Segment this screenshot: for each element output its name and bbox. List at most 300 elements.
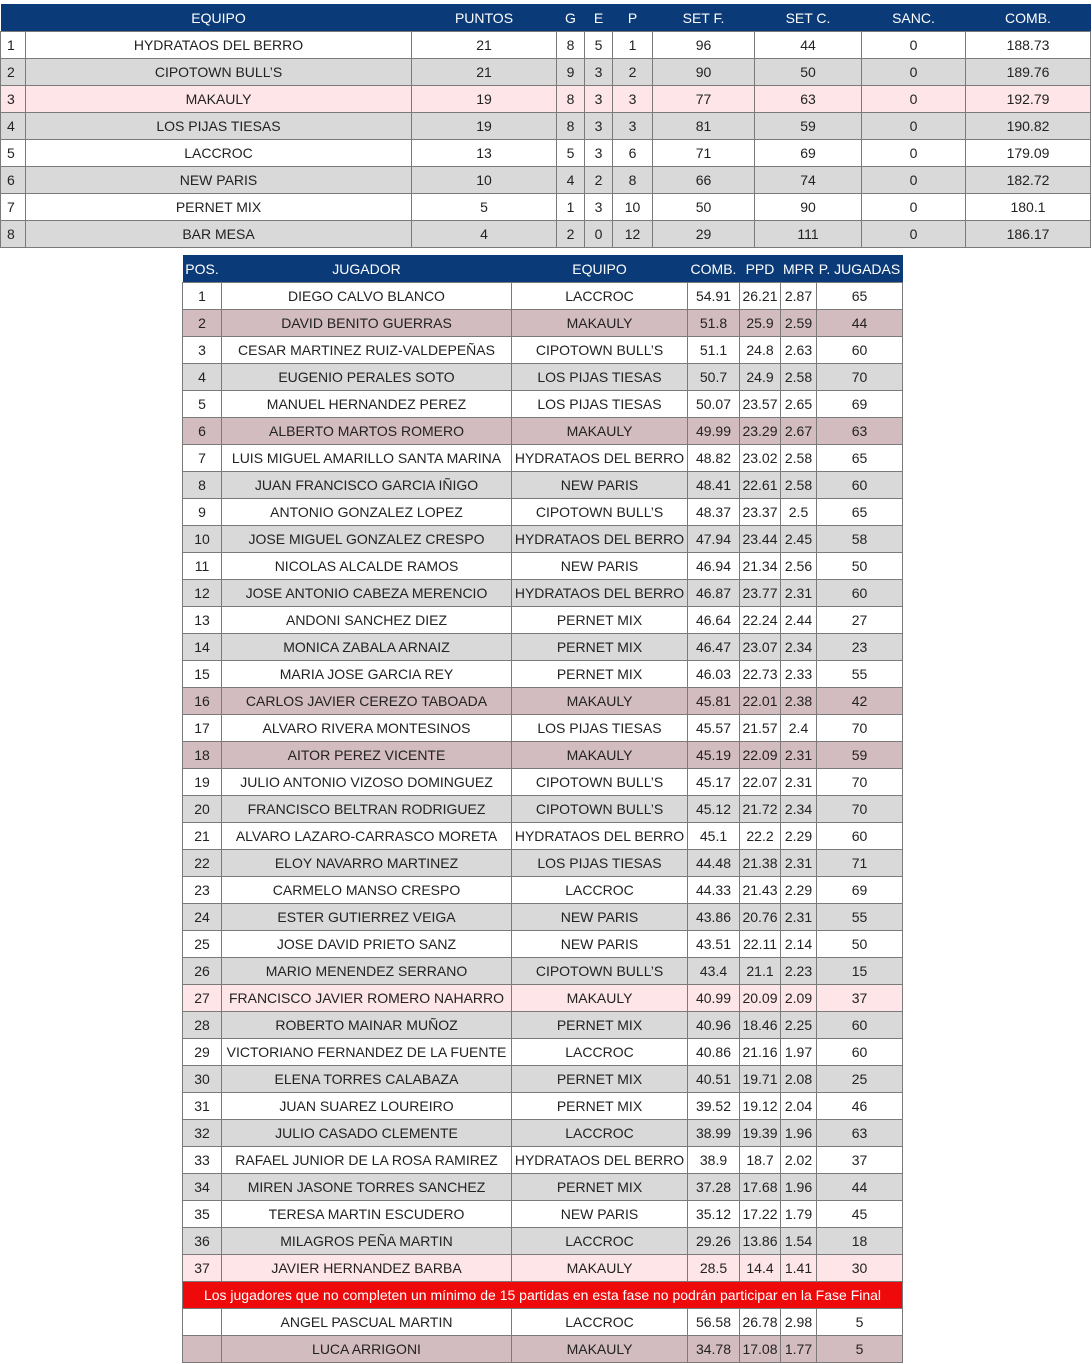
player-games: 69 <box>817 877 903 904</box>
player-ppd: 21.34 <box>740 553 781 580</box>
player-name: JUAN FRANCISCO GARCIA IÑIGO <box>222 472 512 499</box>
player-name: JULIO CASADO CLEMENTE <box>222 1120 512 1147</box>
player-team: CIPOTOWN BULL’S <box>512 499 688 526</box>
player-team: MAKAULY <box>512 1255 688 1282</box>
minimum-games-notice: Los jugadores que no completen un mínimo de 15 partidas en esta fase no podrán participar en la Fase Final <box>183 1282 903 1309</box>
player-comb: 29.26 <box>688 1228 740 1255</box>
player-mpr: 1.97 <box>781 1039 817 1066</box>
player-games: 18 <box>817 1228 903 1255</box>
team-comb: 190.82 <box>966 113 1091 140</box>
player-row <box>183 445 903 472</box>
player-name: DAVID BENITO GUERRAS <box>222 310 512 337</box>
standings-row <box>1 194 1091 221</box>
player-mpr: 2.56 <box>781 553 817 580</box>
team-comb: 192.79 <box>966 86 1091 113</box>
player-games: 60 <box>817 580 903 607</box>
player-mpr: 2.33 <box>781 661 817 688</box>
team-lost: 12 <box>613 221 653 248</box>
team-won: 9 <box>557 59 585 86</box>
player-pos <box>183 1336 222 1363</box>
player-ppd: 22.07 <box>740 769 781 796</box>
player-name: ALVARO LAZARO-CARRASCO MORETA <box>222 823 512 850</box>
player-ppd: 21.1 <box>740 958 781 985</box>
player-name: NICOLAS ALCALDE RAMOS <box>222 553 512 580</box>
player-games: 65 <box>817 283 903 310</box>
players-header-team: EQUIPO <box>512 255 688 283</box>
player-team: CIPOTOWN BULL’S <box>512 337 688 364</box>
player-mpr: 2.08 <box>781 1066 817 1093</box>
player-ppd: 26.21 <box>740 283 781 310</box>
player-ppd: 21.38 <box>740 850 781 877</box>
team-drawn: 3 <box>585 113 613 140</box>
player-row <box>183 1174 903 1201</box>
team-points: 13 <box>412 140 557 167</box>
player-team: LACCROC <box>512 877 688 904</box>
player-row <box>183 1147 903 1174</box>
player-ppd: 19.12 <box>740 1093 781 1120</box>
player-pos: 7 <box>183 445 222 472</box>
player-name: JOSE ANTONIO CABEZA MERENCIO <box>222 580 512 607</box>
player-row <box>183 742 903 769</box>
player-games: 25 <box>817 1066 903 1093</box>
player-mpr: 1.77 <box>781 1336 817 1363</box>
player-row <box>183 715 903 742</box>
player-comb: 46.03 <box>688 661 740 688</box>
player-pos: 27 <box>183 985 222 1012</box>
player-pos: 6 <box>183 418 222 445</box>
player-pos: 4 <box>183 364 222 391</box>
player-comb: 50.7 <box>688 364 740 391</box>
player-mpr: 2.59 <box>781 310 817 337</box>
player-pos: 22 <box>183 850 222 877</box>
player-row <box>183 634 903 661</box>
player-pos: 3 <box>183 337 222 364</box>
team-name: HYDRATAOS DEL BERRO <box>26 32 412 59</box>
player-row <box>183 877 903 904</box>
player-mpr: 2.34 <box>781 634 817 661</box>
player-ppd: 17.22 <box>740 1201 781 1228</box>
team-won: 1 <box>557 194 585 221</box>
player-comb: 35.12 <box>688 1201 740 1228</box>
player-comb: 40.86 <box>688 1039 740 1066</box>
team-comb: 180.1 <box>966 194 1091 221</box>
player-mpr: 1.79 <box>781 1201 817 1228</box>
player-ppd: 24.8 <box>740 337 781 364</box>
player-ppd: 14.4 <box>740 1255 781 1282</box>
team-sanctions: 0 <box>862 140 966 167</box>
player-games: 44 <box>817 1174 903 1201</box>
team-lost: 10 <box>613 194 653 221</box>
player-pos: 18 <box>183 742 222 769</box>
team-won: 8 <box>557 32 585 59</box>
team-points: 19 <box>412 86 557 113</box>
team-won: 8 <box>557 86 585 113</box>
player-pos: 26 <box>183 958 222 985</box>
player-team: MAKAULY <box>512 742 688 769</box>
player-row <box>183 499 903 526</box>
player-row <box>183 823 903 850</box>
player-pos: 28 <box>183 1012 222 1039</box>
player-games: 70 <box>817 715 903 742</box>
player-ppd: 25.9 <box>740 310 781 337</box>
player-row <box>183 1120 903 1147</box>
team-drawn: 5 <box>585 32 613 59</box>
team-sanctions: 0 <box>862 86 966 113</box>
standings-header-row <box>1 4 1091 32</box>
standings-header-comb: COMB. <box>966 4 1091 32</box>
team-sanctions: 0 <box>862 194 966 221</box>
player-pos: 12 <box>183 580 222 607</box>
player-pos: 32 <box>183 1120 222 1147</box>
player-row <box>183 661 903 688</box>
standings-header-sanctions: SANC. <box>862 4 966 32</box>
player-ppd: 20.09 <box>740 985 781 1012</box>
team-lost: 8 <box>613 167 653 194</box>
team-sets-for: 29 <box>653 221 755 248</box>
team-drawn: 2 <box>585 167 613 194</box>
team-lost: 6 <box>613 140 653 167</box>
player-name: ALVARO RIVERA MONTESINOS <box>222 715 512 742</box>
player-mpr: 2.25 <box>781 1012 817 1039</box>
player-ppd: 21.43 <box>740 877 781 904</box>
player-name: JAVIER HERNANDEZ BARBA <box>222 1255 512 1282</box>
player-team: NEW PARIS <box>512 472 688 499</box>
player-team: CIPOTOWN BULL’S <box>512 769 688 796</box>
standings-row <box>1 140 1091 167</box>
player-comb: 43.4 <box>688 958 740 985</box>
team-sets-against: 50 <box>755 59 862 86</box>
player-team: LACCROC <box>512 1039 688 1066</box>
player-ppd: 22.09 <box>740 742 781 769</box>
player-games: 63 <box>817 418 903 445</box>
team-sets-for: 96 <box>653 32 755 59</box>
player-name: MARIO MENENDEZ SERRANO <box>222 958 512 985</box>
team-comb: 189.76 <box>966 59 1091 86</box>
player-team: MAKAULY <box>512 688 688 715</box>
player-name: LUCA ARRIGONI <box>222 1336 512 1363</box>
player-games: 60 <box>817 823 903 850</box>
player-ppd: 24.9 <box>740 364 781 391</box>
team-sets-for: 81 <box>653 113 755 140</box>
minimum-games-notice-row <box>183 1282 903 1309</box>
player-games: 42 <box>817 688 903 715</box>
player-games: 60 <box>817 1039 903 1066</box>
player-team: PERNET MIX <box>512 1066 688 1093</box>
player-name: ELENA TORRES CALABAZA <box>222 1066 512 1093</box>
standings-header-lost: P <box>613 4 653 32</box>
player-name: JOSE MIGUEL GONZALEZ CRESPO <box>222 526 512 553</box>
team-pos: 1 <box>1 32 26 59</box>
players-header-games: P. JUGADAS <box>817 255 903 283</box>
player-pos: 21 <box>183 823 222 850</box>
player-ppd: 23.07 <box>740 634 781 661</box>
player-team: NEW PARIS <box>512 553 688 580</box>
player-team: PERNET MIX <box>512 1012 688 1039</box>
player-pos: 1 <box>183 283 222 310</box>
team-sanctions: 0 <box>862 32 966 59</box>
player-name: ANGEL PASCUAL MARTIN <box>222 1309 512 1336</box>
player-row <box>183 931 903 958</box>
team-name: MAKAULY <box>26 86 412 113</box>
player-pos: 10 <box>183 526 222 553</box>
player-mpr: 1.96 <box>781 1174 817 1201</box>
team-drawn: 0 <box>585 221 613 248</box>
player-row <box>183 472 903 499</box>
player-mpr: 2.31 <box>781 742 817 769</box>
player-row <box>183 1039 903 1066</box>
team-pos: 6 <box>1 167 26 194</box>
player-mpr: 2.31 <box>781 769 817 796</box>
player-pos: 15 <box>183 661 222 688</box>
player-pos: 34 <box>183 1174 222 1201</box>
player-row <box>183 796 903 823</box>
player-team: LACCROC <box>512 1120 688 1147</box>
team-comb: 186.17 <box>966 221 1091 248</box>
standings-header-drawn: E <box>585 4 613 32</box>
player-row <box>183 850 903 877</box>
player-ppd: 23.77 <box>740 580 781 607</box>
player-name: ANTONIO GONZALEZ LOPEZ <box>222 499 512 526</box>
player-mpr: 2.38 <box>781 688 817 715</box>
player-ppd: 23.44 <box>740 526 781 553</box>
players-header-row <box>183 255 903 283</box>
player-ppd: 13.86 <box>740 1228 781 1255</box>
player-team: NEW PARIS <box>512 931 688 958</box>
player-games: 70 <box>817 796 903 823</box>
player-comb: 47.94 <box>688 526 740 553</box>
player-pos: 33 <box>183 1147 222 1174</box>
player-team: LOS PIJAS TIESAS <box>512 391 688 418</box>
team-points: 21 <box>412 59 557 86</box>
player-pos: 19 <box>183 769 222 796</box>
player-games: 15 <box>817 958 903 985</box>
team-sets-against: 111 <box>755 221 862 248</box>
player-games: 55 <box>817 904 903 931</box>
player-name: FRANCISCO JAVIER ROMERO NAHARRO <box>222 985 512 1012</box>
player-row <box>183 364 903 391</box>
player-name: ROBERTO MAINAR MUÑOZ <box>222 1012 512 1039</box>
player-comb: 38.99 <box>688 1120 740 1147</box>
team-sets-against: 44 <box>755 32 862 59</box>
team-drawn: 3 <box>585 86 613 113</box>
player-pos: 25 <box>183 931 222 958</box>
player-ppd: 23.57 <box>740 391 781 418</box>
player-pos: 31 <box>183 1093 222 1120</box>
player-row <box>183 310 903 337</box>
player-name: DIEGO CALVO BLANCO <box>222 283 512 310</box>
player-pos: 11 <box>183 553 222 580</box>
player-mpr: 2.04 <box>781 1093 817 1120</box>
team-drawn: 3 <box>585 140 613 167</box>
team-sets-against: 90 <box>755 194 862 221</box>
player-team: LACCROC <box>512 1228 688 1255</box>
player-ppd: 21.16 <box>740 1039 781 1066</box>
player-name: VICTORIANO FERNANDEZ DE LA FUENTE <box>222 1039 512 1066</box>
team-pos: 8 <box>1 221 26 248</box>
team-pos: 7 <box>1 194 26 221</box>
player-games: 60 <box>817 1012 903 1039</box>
player-games: 59 <box>817 742 903 769</box>
player-ppd: 23.29 <box>740 418 781 445</box>
player-comb: 46.94 <box>688 553 740 580</box>
standings-header-sets-against: SET C. <box>755 4 862 32</box>
player-row <box>183 1255 903 1282</box>
team-won: 4 <box>557 167 585 194</box>
player-mpr: 2.58 <box>781 472 817 499</box>
player-games: 60 <box>817 337 903 364</box>
player-row <box>183 904 903 931</box>
team-sets-for: 90 <box>653 59 755 86</box>
player-games: 63 <box>817 1120 903 1147</box>
player-pos: 30 <box>183 1066 222 1093</box>
player-name: ALBERTO MARTOS ROMERO <box>222 418 512 445</box>
team-comb: 188.73 <box>966 32 1091 59</box>
team-points: 10 <box>412 167 557 194</box>
player-ppd: 18.7 <box>740 1147 781 1174</box>
player-games: 37 <box>817 985 903 1012</box>
player-mpr: 2.44 <box>781 607 817 634</box>
player-name: JOSE DAVID PRIETO SANZ <box>222 931 512 958</box>
player-row <box>183 1066 903 1093</box>
player-comb: 45.57 <box>688 715 740 742</box>
player-games: 5 <box>817 1309 903 1336</box>
player-comb: 43.51 <box>688 931 740 958</box>
team-sets-against: 59 <box>755 113 862 140</box>
player-team: MAKAULY <box>512 1336 688 1363</box>
players-body <box>183 283 903 1363</box>
player-games: 44 <box>817 310 903 337</box>
standings-header-won: G <box>557 4 585 32</box>
player-comb: 46.47 <box>688 634 740 661</box>
player-mpr: 2.58 <box>781 364 817 391</box>
player-mpr: 2.09 <box>781 985 817 1012</box>
player-row <box>183 337 903 364</box>
player-row <box>183 958 903 985</box>
player-comb: 46.87 <box>688 580 740 607</box>
team-lost: 3 <box>613 86 653 113</box>
player-mpr: 1.96 <box>781 1120 817 1147</box>
player-row <box>183 580 903 607</box>
player-name: RAFAEL JUNIOR DE LA ROSA RAMIREZ <box>222 1147 512 1174</box>
player-row <box>183 1201 903 1228</box>
team-drawn: 3 <box>585 194 613 221</box>
player-name: MIREN JASONE TORRES SANCHEZ <box>222 1174 512 1201</box>
players-header-ppd: PPD <box>740 255 781 283</box>
player-pos: 20 <box>183 796 222 823</box>
player-team: NEW PARIS <box>512 904 688 931</box>
player-comb: 54.91 <box>688 283 740 310</box>
player-team: MAKAULY <box>512 418 688 445</box>
player-pos: 2 <box>183 310 222 337</box>
player-pos <box>183 1309 222 1336</box>
player-team: HYDRATAOS DEL BERRO <box>512 823 688 850</box>
team-sets-against: 63 <box>755 86 862 113</box>
player-ppd: 22.73 <box>740 661 781 688</box>
player-name: ANDONI SANCHEZ DIEZ <box>222 607 512 634</box>
player-team: CIPOTOWN BULL’S <box>512 796 688 823</box>
player-team: PERNET MIX <box>512 634 688 661</box>
player-games: 55 <box>817 661 903 688</box>
player-row <box>183 1012 903 1039</box>
player-comb: 48.37 <box>688 499 740 526</box>
player-pos: 24 <box>183 904 222 931</box>
player-mpr: 2.45 <box>781 526 817 553</box>
standings-header-sets-for: SET F. <box>653 4 755 32</box>
player-row <box>183 283 903 310</box>
player-pos: 29 <box>183 1039 222 1066</box>
player-team: PERNET MIX <box>512 661 688 688</box>
player-pos: 9 <box>183 499 222 526</box>
player-row <box>183 1228 903 1255</box>
team-won: 8 <box>557 113 585 140</box>
player-comb: 50.07 <box>688 391 740 418</box>
player-ppd: 22.11 <box>740 931 781 958</box>
player-pos: 8 <box>183 472 222 499</box>
player-team: PERNET MIX <box>512 1093 688 1120</box>
player-games: 23 <box>817 634 903 661</box>
player-pos: 16 <box>183 688 222 715</box>
player-ppd: 18.46 <box>740 1012 781 1039</box>
standings-row <box>1 86 1091 113</box>
player-ppd: 23.02 <box>740 445 781 472</box>
player-comb: 48.82 <box>688 445 740 472</box>
player-pos: 13 <box>183 607 222 634</box>
player-games: 45 <box>817 1201 903 1228</box>
player-games: 27 <box>817 607 903 634</box>
player-ppd: 23.37 <box>740 499 781 526</box>
player-team: LACCROC <box>512 1309 688 1336</box>
player-name: JUAN SUAREZ LOUREIRO <box>222 1093 512 1120</box>
player-team: NEW PARIS <box>512 1201 688 1228</box>
player-pos: 35 <box>183 1201 222 1228</box>
player-ppd: 17.08 <box>740 1336 781 1363</box>
player-mpr: 2.65 <box>781 391 817 418</box>
player-pos: 23 <box>183 877 222 904</box>
player-name: MONICA ZABALA ARNAIZ <box>222 634 512 661</box>
player-comb: 43.86 <box>688 904 740 931</box>
player-comb: 46.64 <box>688 607 740 634</box>
team-sets-against: 74 <box>755 167 862 194</box>
player-comb: 28.5 <box>688 1255 740 1282</box>
standings-header-pos <box>1 4 26 32</box>
player-team: HYDRATAOS DEL BERRO <box>512 1147 688 1174</box>
team-pos: 2 <box>1 59 26 86</box>
players-header-pos: POS. <box>183 255 222 283</box>
team-sets-against: 69 <box>755 140 862 167</box>
players-header-player: JUGADOR <box>222 255 512 283</box>
standings-header-team: EQUIPO <box>26 4 412 32</box>
player-name: TERESA MARTIN ESCUDERO <box>222 1201 512 1228</box>
player-pos: 5 <box>183 391 222 418</box>
players-header-mpr: MPR <box>781 255 817 283</box>
player-mpr: 2.58 <box>781 445 817 472</box>
player-row <box>183 391 903 418</box>
player-team: CIPOTOWN BULL’S <box>512 958 688 985</box>
team-name: CIPOTOWN BULL’S <box>26 59 412 86</box>
player-mpr: 2.4 <box>781 715 817 742</box>
player-row <box>183 607 903 634</box>
player-games: 65 <box>817 499 903 526</box>
player-mpr: 2.5 <box>781 499 817 526</box>
player-games: 65 <box>817 445 903 472</box>
player-mpr: 2.02 <box>781 1147 817 1174</box>
standings-table <box>0 4 1091 248</box>
player-mpr: 2.67 <box>781 418 817 445</box>
team-lost: 1 <box>613 32 653 59</box>
player-team: PERNET MIX <box>512 1174 688 1201</box>
standings-body <box>1 32 1091 248</box>
team-points: 21 <box>412 32 557 59</box>
